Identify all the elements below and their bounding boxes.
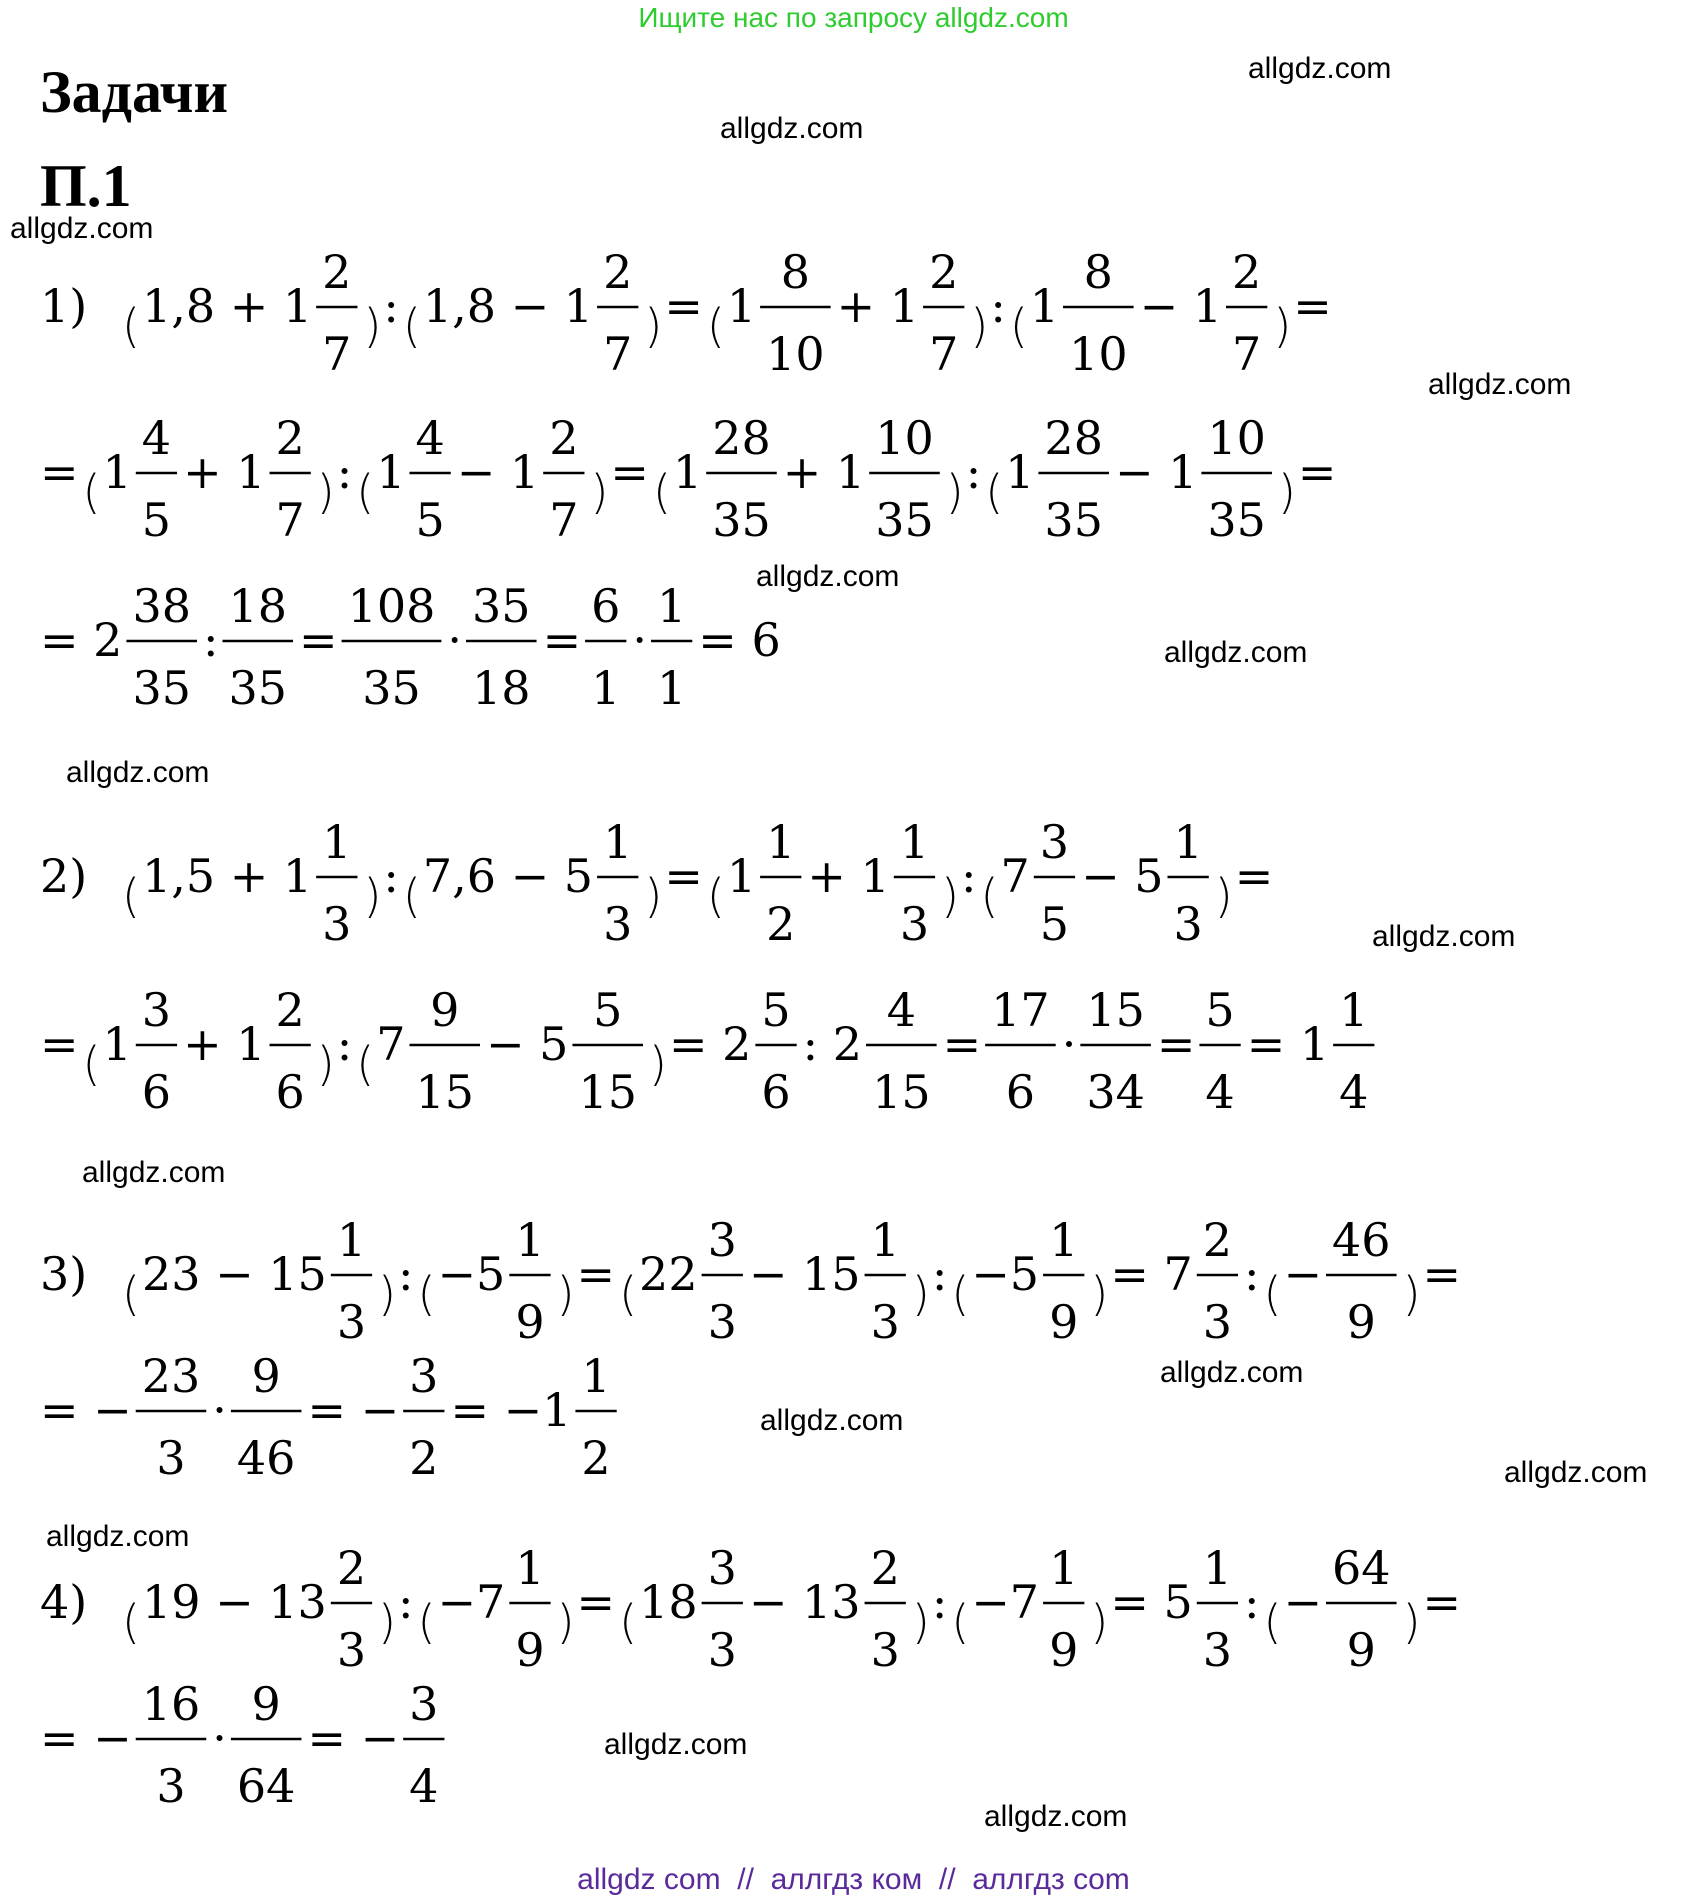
right-paren: ) [363, 869, 382, 923]
fraction-denominator: 5 [1039, 897, 1070, 951]
fraction-numerator: 46 [1332, 1213, 1391, 1267]
math-text: = 1 [1246, 1017, 1330, 1071]
watermark: allgdz.com [66, 756, 210, 789]
fraction-denominator: 2 [409, 1431, 439, 1485]
math-text: = [664, 279, 703, 333]
watermark: allgdz.com [984, 1800, 1128, 1833]
math-text: + 1 [183, 1017, 266, 1071]
math-text: 7,6 − 5 [422, 849, 594, 903]
math-text: = 2 [668, 1017, 752, 1071]
math-text: −5 [437, 1247, 506, 1301]
left-paren: ( [82, 1037, 101, 1091]
left-paren: ( [356, 465, 375, 519]
fraction-denominator: 3 [322, 897, 352, 951]
math-text: − 13 [748, 1575, 861, 1629]
fraction-numerator: 3 [141, 983, 172, 1037]
math-text: 1 [1005, 445, 1035, 499]
math-text: = [1422, 1247, 1462, 1301]
fraction-denominator: 2 [766, 897, 796, 951]
math-text: 1,8 + 1 [141, 279, 313, 333]
math-text: = [40, 445, 79, 499]
fraction-numerator: 108 [347, 579, 436, 633]
fraction-numerator: 1 [322, 815, 352, 869]
fraction-denominator: 4 [409, 1759, 439, 1813]
left-paren: ( [980, 869, 999, 923]
fraction-numerator: 9 [430, 983, 460, 1037]
fraction-denominator: 15 [578, 1065, 637, 1119]
equation-line [40, 579, 781, 715]
header-banner: Ищите нас по запросу allgdz.com [638, 2, 1069, 33]
math-text: : [398, 1247, 414, 1301]
math-text: + 1 [782, 445, 866, 499]
fraction-numerator: 1 [1049, 1213, 1079, 1267]
fraction-denominator: 3 [1202, 1295, 1233, 1349]
fraction-denominator: 6 [1005, 1065, 1036, 1119]
math-text: − 15 [748, 1247, 861, 1301]
fraction-denominator: 9 [1049, 1623, 1079, 1677]
math-text: − 1 [1139, 279, 1223, 333]
math-text: −7 [971, 1575, 1040, 1629]
fraction-numerator: 6 [591, 579, 621, 633]
math-text: = [1293, 279, 1332, 333]
fraction-denominator: 3 [870, 1623, 900, 1677]
fraction-numerator: 2 [275, 983, 305, 1037]
left-paren: ( [122, 299, 140, 353]
fraction-denominator: 5 [415, 493, 445, 547]
fraction-numerator: 9 [251, 1677, 281, 1731]
watermark: allgdz.com [10, 212, 154, 245]
fraction-denominator: 3 [707, 1623, 737, 1677]
math-text: = [942, 1017, 982, 1071]
math-text: 1 [672, 445, 703, 499]
math-text: 1 [376, 445, 406, 499]
math-text: = − [40, 1711, 132, 1765]
right-paren: ) [941, 869, 960, 923]
fraction-denominator: 6 [141, 1065, 172, 1119]
left-paren: ( [122, 869, 140, 923]
math-text: = [299, 613, 338, 667]
math-text: 1 [726, 849, 757, 903]
math-text: = − [307, 1383, 400, 1437]
right-paren: ) [644, 299, 663, 353]
watermark: allgdz.com [1428, 368, 1572, 401]
math-text: : [336, 445, 353, 499]
math-text: · [1061, 1017, 1077, 1071]
right-paren: ) [1090, 1267, 1109, 1321]
fraction-numerator: 2 [275, 411, 305, 465]
math-text: − 1 [456, 445, 540, 499]
watermark: allgdz.com [720, 112, 864, 145]
fraction-numerator: 4 [141, 411, 172, 465]
fraction-numerator: 5 [761, 983, 791, 1037]
fraction-denominator: 1 [657, 661, 687, 715]
math-text: = 2 [40, 613, 123, 667]
fraction-denominator: 7 [549, 493, 579, 547]
math-text: = [576, 1247, 616, 1301]
math-text: · [632, 613, 648, 667]
fraction-numerator: 4 [886, 983, 916, 1037]
math-text: · [447, 613, 463, 667]
watermark: allgdz.com [46, 1520, 190, 1553]
fraction-denominator: 7 [1232, 327, 1262, 381]
fraction-numerator: 5 [1205, 983, 1235, 1037]
math-text: 1 [102, 1017, 132, 1071]
math-text: 1 [726, 279, 757, 333]
fraction-numerator: 3 [1039, 815, 1070, 869]
fraction-denominator: 9 [515, 1295, 545, 1349]
fraction-denominator: 3 [156, 1431, 186, 1485]
left-paren: ( [951, 1595, 970, 1649]
math-text: 19 − 13 [141, 1575, 327, 1629]
fraction-denominator: 10 [1069, 327, 1128, 381]
fraction-denominator: 3 [870, 1295, 900, 1349]
subsection-title: П.1 [40, 153, 132, 219]
equation-line [122, 1541, 1461, 1677]
math-text: : [965, 445, 982, 499]
fraction-denominator: 46 [236, 1431, 296, 1485]
watermark: allgdz.com [604, 1728, 748, 1761]
fraction-numerator: 2 [1202, 1213, 1233, 1267]
math-text: : [383, 279, 399, 333]
fraction-numerator: 2 [603, 245, 633, 299]
fraction-denominator: 3 [707, 1295, 737, 1349]
left-paren: ( [619, 1595, 638, 1649]
math-text: 23 − 15 [141, 1247, 327, 1301]
fraction-denominator: 9 [515, 1623, 545, 1677]
fraction-numerator: 2 [1232, 245, 1262, 299]
right-paren: ) [590, 465, 609, 519]
left-paren: ( [1009, 299, 1028, 353]
fraction-numerator: 3 [707, 1213, 737, 1267]
fraction-denominator: 35 [132, 661, 191, 715]
fraction-denominator: 4 [1205, 1065, 1235, 1119]
fraction-denominator: 18 [472, 661, 531, 715]
problem-number: 2) [40, 849, 88, 903]
math-text: : [1244, 1575, 1260, 1629]
math-text: 1,5 + 1 [141, 849, 313, 903]
math-text: + 1 [807, 849, 890, 903]
left-paren: ( [417, 1595, 436, 1649]
watermark: allgdz.com [756, 560, 900, 593]
right-paren: ) [316, 1037, 335, 1091]
right-paren: ) [649, 1037, 667, 1091]
math-text: −7 [437, 1575, 506, 1629]
math-text: : [931, 1575, 948, 1629]
fraction-denominator: 3 [336, 1623, 367, 1677]
math-text: = − [307, 1711, 400, 1765]
left-paren: ( [402, 869, 421, 923]
math-text: − [1283, 1247, 1323, 1301]
math-text: = 5 [1110, 1575, 1193, 1629]
fraction-numerator: 1 [1173, 815, 1203, 869]
math-text: : [961, 849, 977, 903]
math-text: = 6 [698, 613, 781, 667]
fraction-denominator: 9 [1049, 1295, 1079, 1349]
watermark: allgdz.com [760, 1404, 904, 1437]
left-paren: ( [356, 1037, 375, 1091]
fraction-numerator: 10 [875, 411, 934, 465]
fraction-denominator: 15 [415, 1065, 475, 1119]
math-text: : [202, 613, 219, 667]
fraction-denominator: 6 [761, 1065, 791, 1119]
fraction-denominator: 6 [275, 1065, 305, 1119]
problem-number: 1) [40, 279, 88, 333]
fraction-numerator: 2 [549, 411, 579, 465]
math-text: = 7 [1110, 1247, 1193, 1301]
fraction-numerator: 5 [593, 983, 623, 1037]
math-text: 7 [1000, 849, 1030, 903]
fraction-numerator: 3 [707, 1541, 737, 1595]
fraction-denominator: 4 [1339, 1065, 1369, 1119]
fraction-denominator: 3 [156, 1759, 186, 1813]
math-text: − 5 [486, 1017, 569, 1071]
fraction-denominator: 3 [899, 897, 930, 951]
fraction-denominator: 9 [1346, 1623, 1376, 1677]
fraction-numerator: 2 [336, 1541, 367, 1595]
math-text: : [990, 279, 1006, 333]
fraction-denominator: 2 [581, 1431, 611, 1485]
fraction-numerator: 2 [322, 245, 352, 299]
fraction-numerator: 1 [657, 579, 687, 633]
math-text: · [212, 1383, 227, 1437]
left-paren: ( [122, 1595, 140, 1649]
fraction-numerator: 1 [766, 815, 796, 869]
fraction-numerator: 15 [1086, 983, 1145, 1037]
problem-number: 4) [40, 1575, 88, 1629]
left-paren: ( [619, 1267, 638, 1321]
watermark: allgdz.com [1164, 636, 1308, 669]
left-paren: ( [1263, 1267, 1282, 1321]
fraction-denominator: 35 [875, 493, 934, 547]
fraction-denominator: 1 [591, 661, 621, 715]
math-text: · [212, 1711, 227, 1765]
math-text: = [40, 1017, 79, 1071]
fraction-denominator: 7 [322, 327, 352, 381]
equation-line [40, 1349, 617, 1485]
fraction-denominator: 3 [1202, 1623, 1233, 1677]
left-paren: ( [706, 869, 725, 923]
right-paren: ) [556, 1595, 575, 1649]
math-text: 1,8 − 1 [422, 279, 594, 333]
fraction-numerator: 8 [1083, 245, 1113, 299]
right-paren: ) [378, 1267, 397, 1321]
equation-line [122, 1213, 1461, 1349]
fraction-denominator: 10 [766, 327, 825, 381]
equation-line [40, 1677, 444, 1813]
watermark: allgdz.com [1160, 1356, 1304, 1389]
fraction-numerator: 17 [991, 983, 1050, 1037]
fraction-numerator: 28 [712, 411, 771, 465]
right-paren: ) [1277, 465, 1296, 519]
fraction-numerator: 23 [141, 1349, 201, 1403]
fraction-denominator: 5 [141, 493, 172, 547]
fraction-denominator: 7 [929, 327, 959, 381]
left-paren: ( [985, 465, 1004, 519]
fraction-numerator: 2 [870, 1541, 900, 1595]
math-text: = [1422, 1575, 1462, 1629]
fraction-numerator: 16 [141, 1677, 201, 1731]
right-paren: ) [911, 1267, 930, 1321]
left-paren: ( [652, 465, 671, 519]
fraction-denominator: 35 [362, 661, 421, 715]
right-paren: ) [1402, 1267, 1421, 1321]
equation-line [40, 983, 1374, 1119]
fraction-denominator: 35 [228, 661, 288, 715]
math-text: + 1 [183, 445, 266, 499]
watermark: allgdz.com [82, 1156, 226, 1189]
fraction-denominator: 35 [1207, 493, 1266, 547]
math-text: 1 [1029, 279, 1060, 333]
left-paren: ( [82, 465, 101, 519]
left-paren: ( [706, 299, 725, 353]
math-text: −5 [971, 1247, 1040, 1301]
math-text: 22 [639, 1247, 698, 1301]
footer-banner: allgdz com // аллгдз ком // аллгдз com [577, 1863, 1130, 1896]
right-paren: ) [378, 1595, 397, 1649]
left-paren: ( [951, 1267, 970, 1321]
fraction-numerator: 1 [515, 1213, 545, 1267]
right-paren: ) [911, 1595, 930, 1649]
fraction-denominator: 7 [603, 327, 633, 381]
math-text: = [542, 613, 582, 667]
right-paren: ) [556, 1267, 575, 1321]
math-text: : [336, 1017, 353, 1071]
fraction-numerator: 9 [251, 1349, 281, 1403]
fraction-denominator: 35 [712, 493, 771, 547]
fraction-numerator: 1 [1049, 1541, 1079, 1595]
fraction-denominator: 9 [1346, 1295, 1376, 1349]
left-paren: ( [402, 299, 421, 353]
math-text: − 5 [1081, 849, 1164, 903]
math-text: : [398, 1575, 414, 1629]
right-paren: ) [644, 869, 663, 923]
section-title: Задачи [40, 59, 229, 125]
right-paren: ) [970, 299, 989, 353]
fraction-numerator: 35 [472, 579, 531, 633]
math-text: : [931, 1247, 948, 1301]
fraction-denominator: 15 [872, 1065, 931, 1119]
fraction-numerator: 1 [603, 815, 633, 869]
right-paren: ) [316, 465, 335, 519]
left-paren: ( [417, 1267, 436, 1321]
watermark: allgdz.com [1504, 1456, 1648, 1489]
right-paren: ) [1214, 869, 1233, 923]
right-paren: ) [1090, 1595, 1109, 1649]
math-text: = −1 [450, 1383, 572, 1437]
right-paren: ) [1273, 299, 1292, 353]
problem-number: 3) [40, 1247, 88, 1301]
fraction-numerator: 18 [228, 579, 288, 633]
fraction-denominator: 3 [1173, 897, 1203, 951]
math-text: = − [40, 1383, 132, 1437]
equation-line [122, 245, 1332, 381]
math-text: = [1234, 849, 1274, 903]
fraction-numerator: 2 [929, 245, 959, 299]
fraction-numerator: 1 [1202, 1541, 1233, 1595]
fraction-numerator: 1 [870, 1213, 900, 1267]
left-paren: ( [1263, 1595, 1282, 1649]
watermark: allgdz.com [1372, 920, 1516, 953]
fraction-denominator: 35 [1044, 493, 1103, 547]
right-paren: ) [945, 465, 964, 519]
math-text: + 1 [836, 279, 920, 333]
fraction-numerator: 1 [515, 1541, 545, 1595]
fraction-numerator: 38 [132, 579, 191, 633]
left-paren: ( [122, 1267, 140, 1321]
fraction-numerator: 1 [1339, 983, 1369, 1037]
fraction-numerator: 64 [1332, 1541, 1391, 1595]
watermark: allgdz.com [1248, 52, 1392, 85]
equation-line [40, 411, 1336, 547]
fraction-denominator: 3 [603, 897, 633, 951]
fraction-numerator: 10 [1207, 411, 1266, 465]
fraction-denominator: 7 [275, 493, 305, 547]
fraction-numerator: 1 [336, 1213, 367, 1267]
fraction-denominator: 64 [236, 1759, 296, 1813]
math-text: − 1 [1114, 445, 1198, 499]
math-text: = [664, 849, 703, 903]
fraction-numerator: 3 [409, 1349, 439, 1403]
math-text: − [1283, 1575, 1323, 1629]
fraction-numerator: 1 [899, 815, 930, 869]
fraction-numerator: 1 [581, 1349, 611, 1403]
fraction-numerator: 8 [780, 245, 811, 299]
fraction-denominator: 3 [336, 1295, 367, 1349]
math-text: = [610, 445, 649, 499]
right-paren: ) [363, 299, 382, 353]
math-text: = [576, 1575, 616, 1629]
math-text: = [1297, 445, 1337, 499]
fraction-numerator: 3 [409, 1677, 439, 1731]
math-text: 1 [102, 445, 132, 499]
math-text: : [383, 849, 399, 903]
math-text: 7 [376, 1017, 406, 1071]
fraction-numerator: 4 [415, 411, 445, 465]
math-text: = [1156, 1017, 1196, 1071]
fraction-numerator: 28 [1044, 411, 1103, 465]
equation-line [122, 815, 1273, 951]
math-text: : [1244, 1247, 1260, 1301]
fraction-denominator: 34 [1086, 1065, 1145, 1119]
math-text: 18 [639, 1575, 698, 1629]
right-paren: ) [1402, 1595, 1421, 1649]
math-text: : 2 [802, 1017, 863, 1071]
